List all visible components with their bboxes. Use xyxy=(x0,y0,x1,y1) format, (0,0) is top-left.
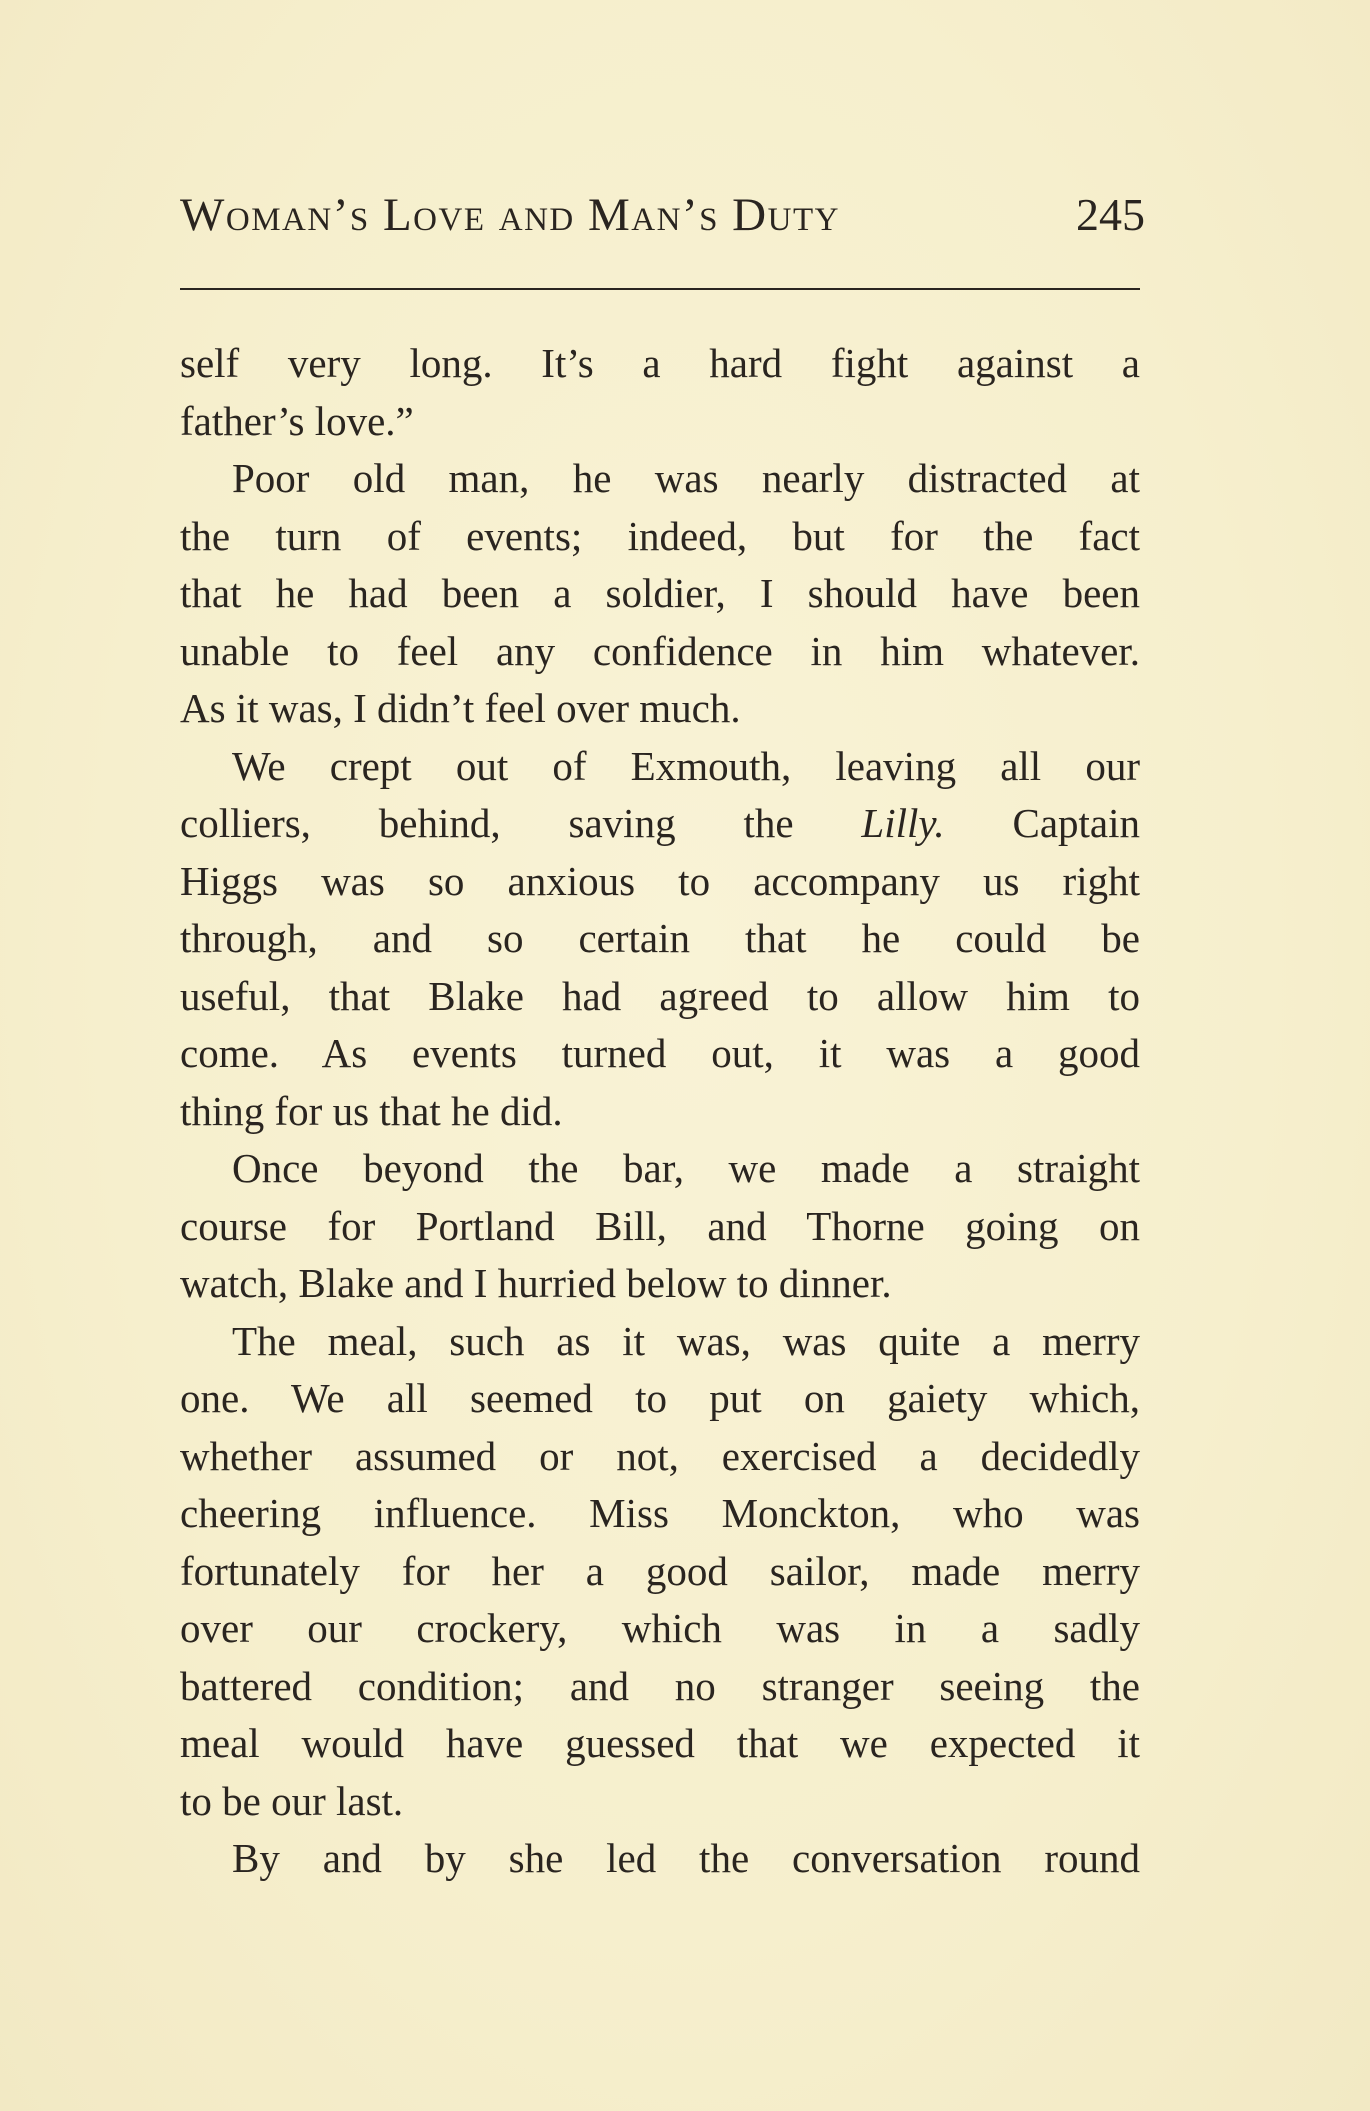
text-line: the turn of events; indeed, but for the fact xyxy=(180,512,1140,559)
text-line: over our crockery, which was in a sadly xyxy=(180,1605,1140,1651)
text-line: battered condition; and no stranger seeing the xyxy=(180,1662,1140,1709)
text-line: The meal, such as it was, was quite a merry xyxy=(232,1317,1140,1364)
text-line: meal would have guessed that we expected it xyxy=(180,1720,1140,1766)
text-line: one. We all seemed to put on gaiety which, xyxy=(180,1375,1140,1421)
text-line: course for Portland Bill, and Thorne going on xyxy=(180,1202,1140,1249)
text-line: cheering influence. Miss Monckton, who was xyxy=(180,1490,1140,1536)
text-line: fortunately for her a good sailor, made merry xyxy=(180,1547,1140,1594)
text-line: unable to feel any confidence in him whatever. xyxy=(180,627,1140,674)
running-title: Woman’s Love and Man’s Duty xyxy=(180,189,840,241)
text-line: to be our last. xyxy=(180,1777,404,1824)
text-line: As it was, I didn’t feel over much. xyxy=(180,685,741,731)
text-line: Poor old man, he was nearly distracted at xyxy=(232,455,1140,501)
text-segment: colliers, behind, saving the xyxy=(180,800,862,846)
text-line: that he had been a soldier, I should have been xyxy=(180,570,1140,616)
ship-name: Lilly. xyxy=(861,800,945,846)
text-line: By and by she led the conversation round xyxy=(232,1835,1140,1881)
text-line: whether assumed or not, exercised a decidedly xyxy=(180,1432,1140,1479)
running-header xyxy=(180,188,1145,248)
text-line: self very long. It’s a hard fight against a xyxy=(180,340,1140,386)
text-line: We crept out of Exmouth, leaving all our xyxy=(232,742,1140,789)
text-line: through, and so certain that he could be xyxy=(180,915,1140,961)
text-line: come. As events turned out, it was a good xyxy=(180,1030,1140,1076)
text-line: useful, that Blake had agreed to allow him to xyxy=(180,972,1140,1019)
header-rule xyxy=(180,288,1140,290)
page-number: 245 xyxy=(1076,189,1145,240)
text-line: watch, Blake and I hurried below to dinner. xyxy=(180,1260,892,1306)
text-line: Higgs was so anxious to accompany us right xyxy=(180,857,1140,904)
body-text xyxy=(180,335,1140,1888)
text-line: Once beyond the bar, we made a straight xyxy=(232,1145,1140,1191)
text-line: thing for us that he did. xyxy=(180,1087,563,1134)
text-segment: Captain xyxy=(944,800,1140,846)
text-line: father’s love.” xyxy=(180,397,414,444)
text-line xyxy=(180,795,1140,853)
